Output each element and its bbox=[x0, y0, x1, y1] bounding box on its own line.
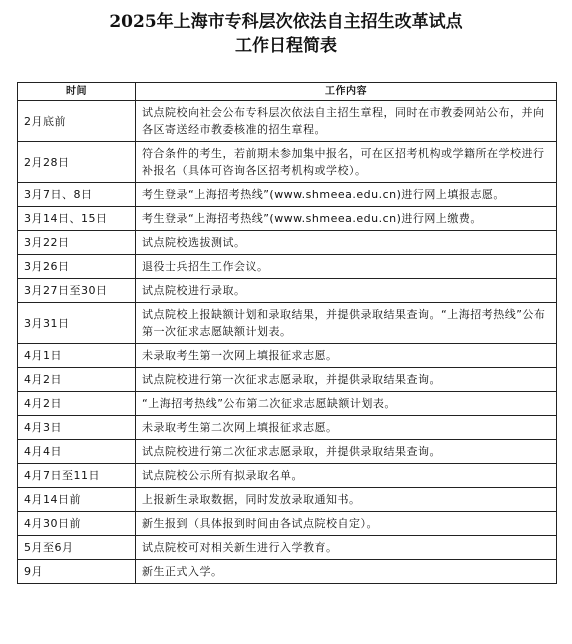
row-time: 4月2日 bbox=[18, 392, 136, 416]
row-content: 新生报到（具体报到时间由各试点院校自定）。 bbox=[136, 512, 557, 536]
table-header-row bbox=[18, 83, 557, 101]
row-time: 3月22日 bbox=[18, 231, 136, 255]
row-time: 3月7日、8日 bbox=[18, 183, 136, 207]
row-content: 上报新生录取数据，同时发放录取通知书。 bbox=[136, 488, 557, 512]
row-time: 4月2日 bbox=[18, 368, 136, 392]
row-content: 未录取考生第二次网上填报征求志愿。 bbox=[136, 416, 557, 440]
row-time: 4月1日 bbox=[18, 344, 136, 368]
table-row bbox=[18, 183, 557, 207]
table-row bbox=[18, 488, 557, 512]
table-row bbox=[18, 368, 557, 392]
table-row bbox=[18, 536, 557, 560]
table-row bbox=[18, 560, 557, 584]
page-subtitle: 工作日程简表 bbox=[235, 36, 337, 56]
table-row bbox=[18, 279, 557, 303]
row-time: 4月3日 bbox=[18, 416, 136, 440]
row-content: 考生登录“上海招考热线”(www.shmeea.edu.cn)进行网上缴费。 bbox=[136, 207, 557, 231]
header-content: 工作内容 bbox=[136, 83, 557, 101]
schedule-table bbox=[17, 82, 557, 584]
table-row bbox=[18, 344, 557, 368]
table-row bbox=[18, 303, 557, 344]
header-time: 时间 bbox=[18, 83, 136, 101]
row-time: 3月27日至30日 bbox=[18, 279, 136, 303]
row-content: 试点院校进行第二次征求志愿录取，并提供录取结果查询。 bbox=[136, 440, 557, 464]
row-content: 试点院校可对相关新生进行入学教育。 bbox=[136, 536, 557, 560]
table-row bbox=[18, 231, 557, 255]
row-content: 试点院校选拔测试。 bbox=[136, 231, 557, 255]
page-title: 2025年上海市专科层次依法自主招生改革试点 bbox=[109, 12, 463, 32]
table-row bbox=[18, 392, 557, 416]
row-content: 试点院校上报缺额计划和录取结果，并提供录取结果查询。“上海招考热线”公布第一次征求志愿缺额计划表。 bbox=[136, 303, 557, 344]
row-time: 4月14日前 bbox=[18, 488, 136, 512]
table-row bbox=[18, 464, 557, 488]
row-time: 3月31日 bbox=[18, 303, 136, 344]
table-row bbox=[18, 142, 557, 183]
table-row bbox=[18, 207, 557, 231]
row-content: 试点院校进行录取。 bbox=[136, 279, 557, 303]
row-content: 试点院校向社会公布专科层次依法自主招生章程，同时在市教委网站公布，并向各区寄送经市教委核准的招生章程。 bbox=[136, 101, 557, 142]
row-content: 符合条件的考生，若前期未参加集中报名，可在区招考机构或学籍所在学校进行补报名（具体可咨询各区招考机构或学校）。 bbox=[136, 142, 557, 183]
table-row bbox=[18, 101, 557, 142]
row-time: 2月28日 bbox=[18, 142, 136, 183]
row-content: 未录取考生第一次网上填报征求志愿。 bbox=[136, 344, 557, 368]
row-content: “上海招考热线”公布第二次征求志愿缺额计划表。 bbox=[136, 392, 557, 416]
row-content: 新生正式入学。 bbox=[136, 560, 557, 584]
row-content: 试点院校进行第一次征求志愿录取，并提供录取结果查询。 bbox=[136, 368, 557, 392]
row-time: 4月7日至11日 bbox=[18, 464, 136, 488]
row-time: 9月 bbox=[18, 560, 136, 584]
row-time: 5月至6月 bbox=[18, 536, 136, 560]
row-time: 3月26日 bbox=[18, 255, 136, 279]
table-row bbox=[18, 416, 557, 440]
row-time: 4月4日 bbox=[18, 440, 136, 464]
row-time: 2月底前 bbox=[18, 101, 136, 142]
table-row bbox=[18, 512, 557, 536]
table-row bbox=[18, 255, 557, 279]
row-time: 3月14日、15日 bbox=[18, 207, 136, 231]
row-content: 考生登录“上海招考热线”(www.shmeea.edu.cn)进行网上填报志愿。 bbox=[136, 183, 557, 207]
row-content: 退役士兵招生工作会议。 bbox=[136, 255, 557, 279]
row-time: 4月30日前 bbox=[18, 512, 136, 536]
table-row bbox=[18, 440, 557, 464]
row-content: 试点院校公示所有拟录取名单。 bbox=[136, 464, 557, 488]
